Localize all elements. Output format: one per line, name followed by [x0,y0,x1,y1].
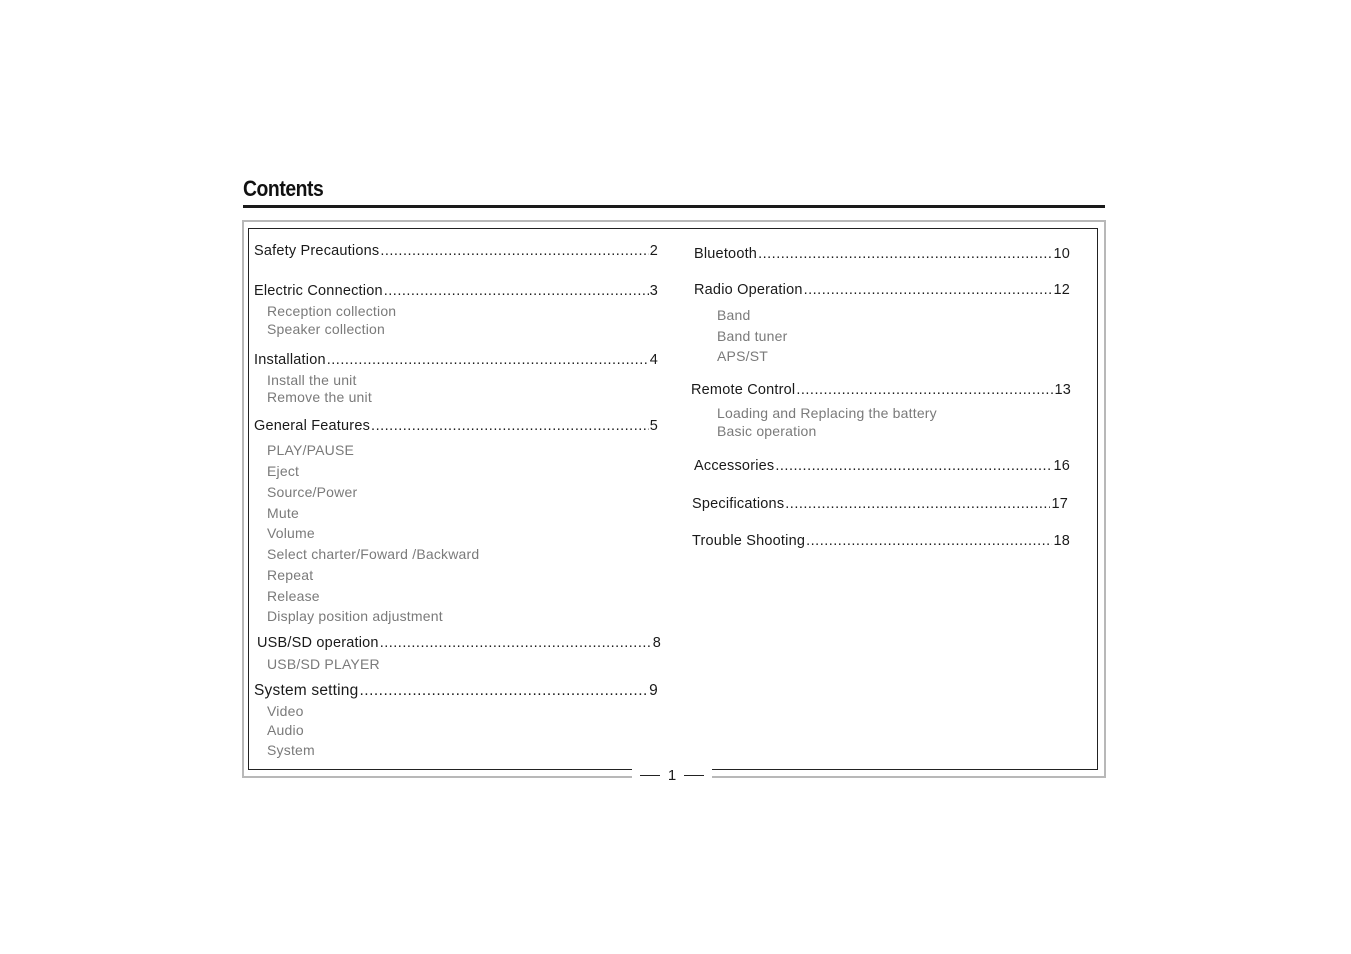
page-number-dash-left [640,775,660,776]
toc-subitem: Mute [267,505,299,521]
page-number: 1 [667,766,677,784]
toc-subitem: Speaker collection [267,321,385,337]
toc-subitem: System [267,742,315,758]
toc-subitem: Band tuner [717,328,788,344]
toc-entry-page: 18 [1053,533,1070,549]
toc-subitem: Display position adjustment [267,608,443,624]
toc-entry-page: 2 [649,243,658,259]
toc-entry-label: General Features [254,418,371,434]
toc-entry-page: 13 [1054,382,1071,398]
toc-entry-general-features [254,418,658,434]
toc-entry-remote-control [691,382,1071,398]
toc-dot-leader [804,282,1053,298]
page-number-footer [632,764,712,786]
title-rule [243,205,1105,208]
toc-entry-page: 3 [649,283,658,299]
toc-entry-page: 9 [649,682,658,699]
toc-dot-leader [371,418,649,434]
toc-subitem: Reception collection [267,303,397,319]
toc-subitem: Select charter/Foward /Backward [267,546,480,562]
toc-subitem: USB/SD PLAYER [267,656,380,672]
toc-subitem: PLAY/PAUSE [267,442,355,458]
toc-entry-bluetooth [694,246,1070,262]
toc-dot-leader [758,246,1052,262]
toc-subitem: Video [267,703,304,719]
toc-entry-label: Radio Operation [694,282,803,298]
toc-entry-label: Accessories [694,458,775,474]
toc-entry-page: 17 [1051,496,1068,512]
toc-entry-page: 5 [649,418,658,434]
toc-entry-installation [254,352,658,368]
toc-subitem: Repeat [267,567,314,583]
toc-entry-page: 10 [1053,246,1070,262]
toc-dot-leader [380,635,652,651]
toc-entry-label: Specifications [692,496,785,512]
toc-subitem: Loading and Replacing the battery [717,405,937,421]
toc-subitem: Release [267,588,320,604]
toc-dot-leader [384,283,649,299]
toc-entry-label: USB/SD operation [257,635,379,651]
toc-entry-specifications [692,496,1068,512]
toc-entry-label: Trouble Shooting [692,533,806,549]
toc-dot-leader [775,458,1052,474]
toc-entry-label: Safety Precautions [254,243,380,259]
toc-entry-page: 12 [1053,282,1070,298]
toc-subitem: Basic operation [717,423,817,439]
toc-dot-leader [359,682,648,700]
toc-entry-usb-sd-operation [257,635,661,651]
toc-dot-leader [327,352,649,368]
toc-subitem: Volume [267,525,315,541]
toc-entry-page: 8 [652,635,661,651]
toc-entry-label: Remote Control [691,382,796,398]
toc-entry-label: Bluetooth [694,246,758,262]
toc-dot-leader [380,243,648,259]
page-title: Contents [243,176,324,201]
toc-dot-leader [806,533,1052,549]
toc-entry-page: 4 [649,352,658,368]
toc-entry-trouble-shooting [692,533,1070,549]
toc-dot-leader [796,382,1053,398]
toc-subitem: APS/ST [717,348,768,364]
toc-entry-safety-precautions [254,243,658,259]
toc-entry-label: Installation [254,352,326,368]
toc-subitem: Remove the unit [267,389,372,405]
toc-entry-accessories [694,458,1070,474]
toc-subitem: Install the unit [267,372,357,388]
toc-entry-page: 16 [1053,458,1070,474]
page-number-dash-right [684,775,704,776]
toc-subitem: Source/Power [267,484,358,500]
toc-subitem: Audio [267,722,304,738]
toc-entry-label: Electric Connection [254,283,383,299]
toc-entry-radio-operation [694,282,1070,298]
toc-entry-label: System setting [254,682,359,699]
toc-subitem: Eject [267,463,300,479]
toc-dot-leader [785,496,1050,512]
toc-entry-system-setting [254,682,658,700]
toc-entry-electric-connection [254,283,658,299]
toc-subitem: Band [717,307,751,323]
